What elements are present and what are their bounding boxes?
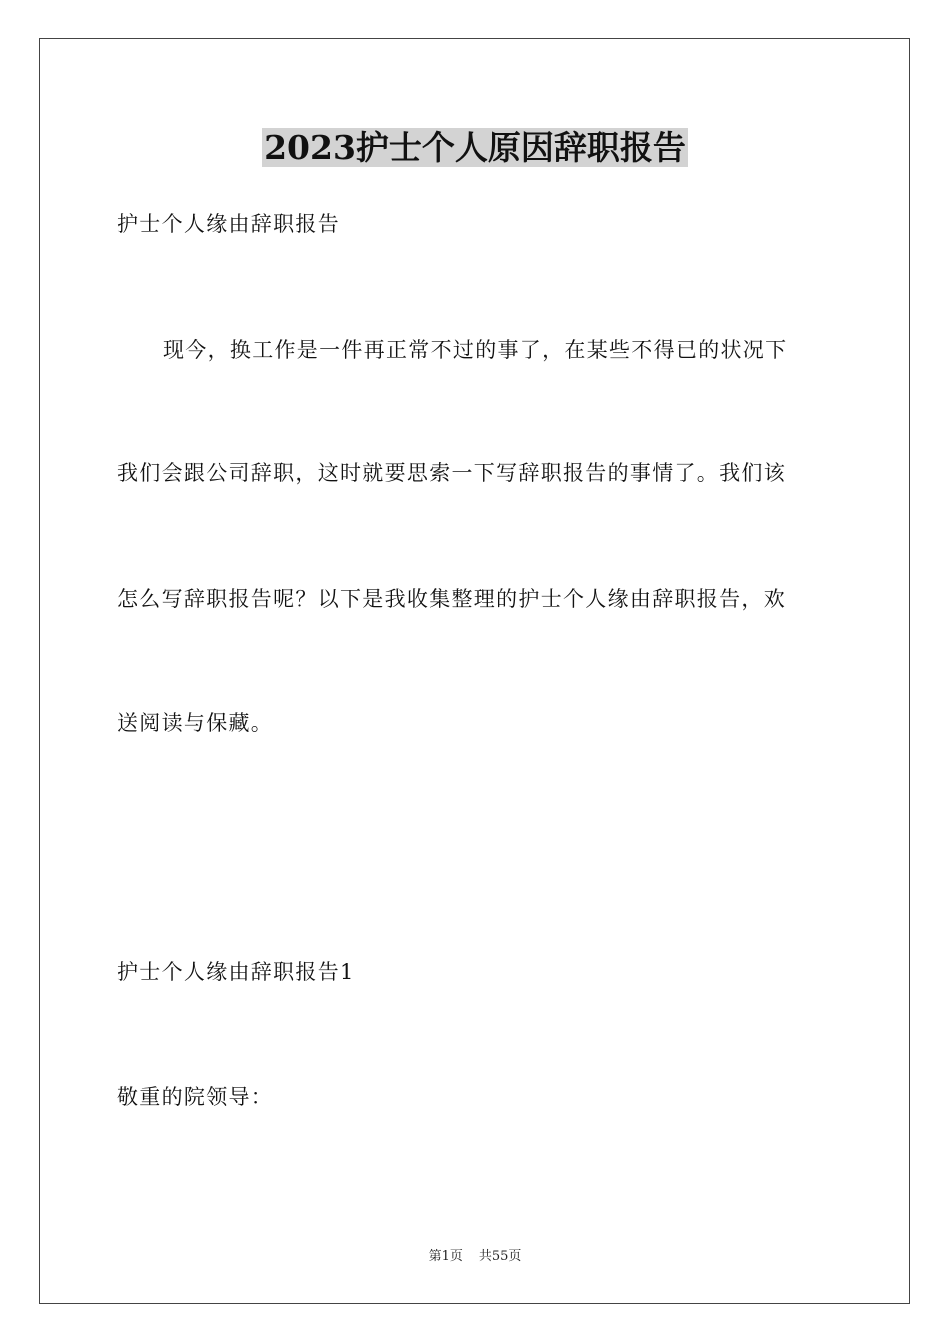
section-heading: 护士个人缘由辞职报告1 (117, 960, 355, 984)
document-title-text: 2023护士个人原因辞职报告 (264, 128, 686, 167)
paragraph-line: 送阅读与保藏。 (117, 711, 274, 735)
page-number-current: 第1页 (428, 1249, 463, 1264)
paragraph-line: 怎么写辞职报告呢？以下是我收集整理的护士个人缘由辞职报告，欢 (117, 587, 786, 611)
page-number-total: 共55页 (478, 1249, 522, 1264)
page-footer (0, 1248, 950, 1266)
paragraph-line: 现今，换工作是一件再正常不过的事了，在某些不得已的状况下 (163, 338, 788, 362)
subtitle-line: 护士个人缘由辞职报告 (117, 212, 340, 236)
paragraph-line: 我们会跟公司辞职，这时就要思索一下写辞职报告的事情了。我们该 (117, 461, 786, 485)
salutation-line: 敬重的院领导： (117, 1085, 274, 1109)
document-title (0, 126, 950, 170)
